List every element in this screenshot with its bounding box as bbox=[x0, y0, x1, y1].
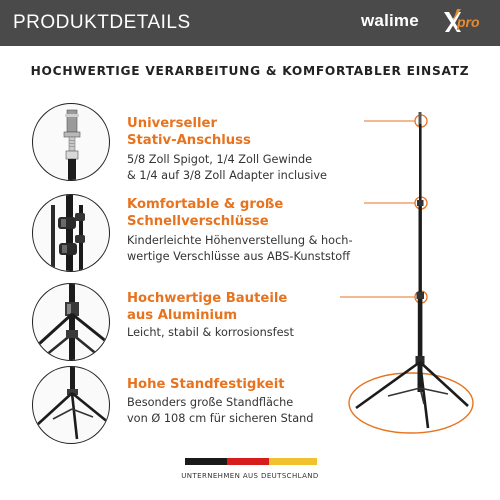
brand-logo: walime bbox=[361, 11, 419, 30]
callout-ellipse-base bbox=[349, 373, 473, 433]
page-title: PRODUKTDETAILS bbox=[13, 12, 191, 33]
light-stand-illustration bbox=[340, 100, 500, 450]
feature-image-locks bbox=[32, 194, 110, 272]
brand-suffix: pro bbox=[457, 14, 480, 30]
feature-title-2: Komfortable & große Schnellverschlüsse bbox=[127, 197, 284, 229]
feature-desc-4: Besonders große Standfläche von Ø 108 cm für sicheren Stand bbox=[127, 396, 314, 425]
feature-image-base bbox=[32, 366, 110, 444]
flag-stripe-red bbox=[227, 458, 275, 465]
feature-title-1: Universeller Stativ-Anschluss bbox=[127, 116, 251, 148]
feature-image-spigot bbox=[32, 103, 110, 181]
feature-desc-1: 5/8 Zoll Spigot, 1/4 Zoll Gewinde & 1/4 auf 3/8 Zoll Adapter inclusive bbox=[127, 153, 327, 182]
header-bar bbox=[0, 0, 500, 46]
flag-stripe-gold bbox=[269, 458, 317, 465]
headline: HOCHWERTIGE VERARBEITUNG & KOMFORTABLER EINSATZ bbox=[30, 64, 470, 78]
feature-title-3: Hochwertige Bauteile aus Aluminium bbox=[127, 291, 288, 323]
feature-title-4: Hohe Standfestigkeit bbox=[127, 377, 285, 392]
feature-desc-2: Kinderleichte Höhenverstellung & hoch- wertige Verschlüsse aus ABS-Kunststoff bbox=[127, 234, 353, 263]
feature-image-aluminium bbox=[32, 283, 110, 361]
flag-stripe-black bbox=[185, 458, 233, 465]
feature-desc-3: Leicht, stabil & korrosionsfest bbox=[127, 326, 294, 339]
footer-caption: UNTERNEHMEN AUS DEUTSCHLAND bbox=[181, 472, 319, 480]
